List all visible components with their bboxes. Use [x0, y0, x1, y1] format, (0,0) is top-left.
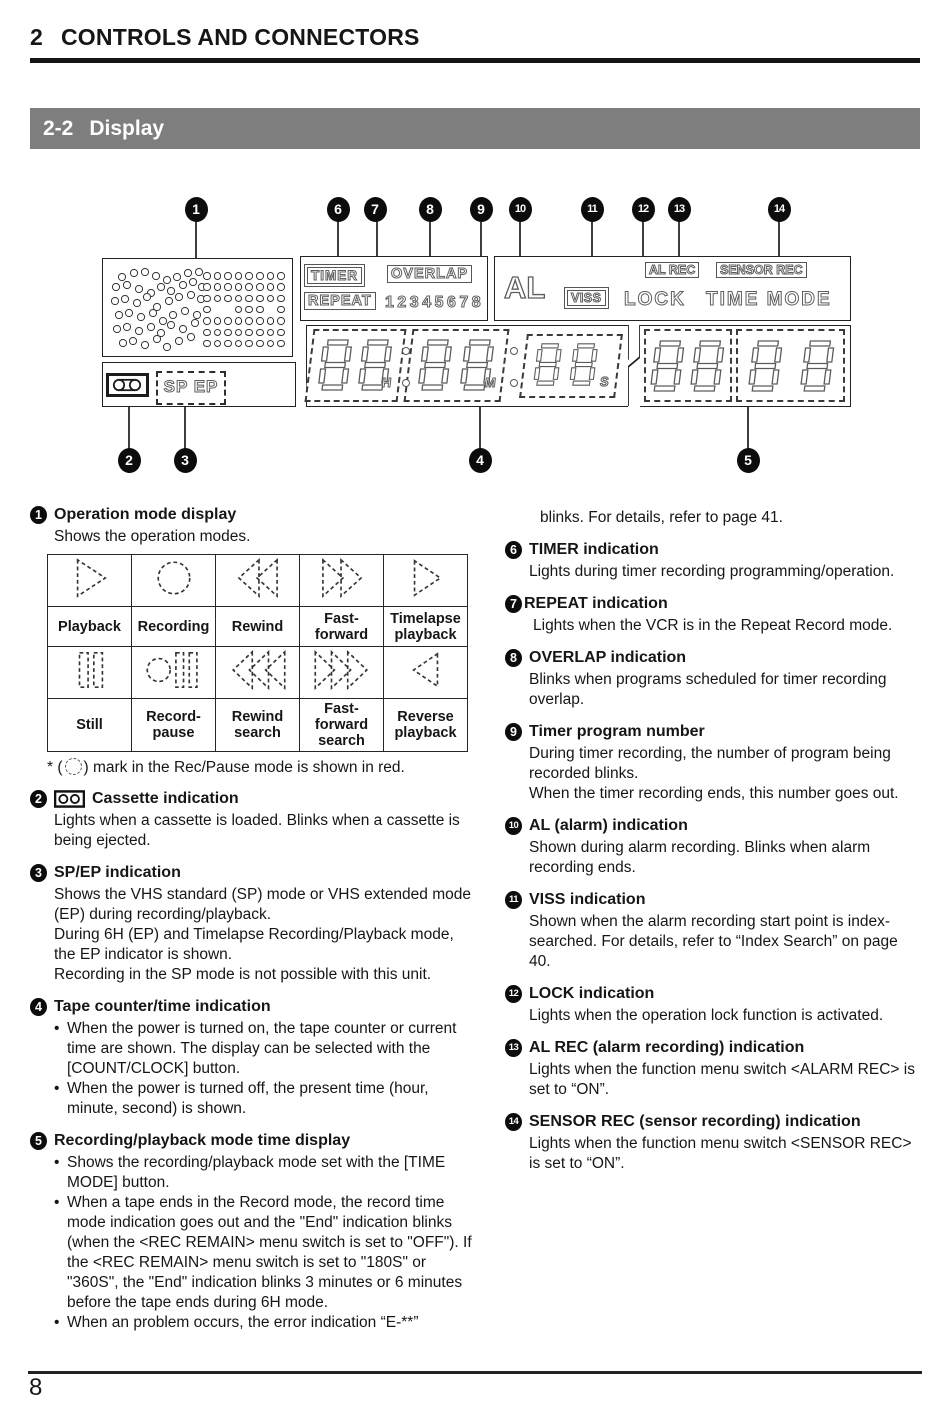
matrix-dot [135, 327, 143, 335]
record-pause-icon [132, 647, 216, 699]
matrix-dot [235, 283, 243, 291]
matrix-dot [277, 306, 285, 314]
matrix-dot [167, 321, 175, 329]
mode-time-digits-2 [736, 329, 845, 402]
fast-forward-search-icon [300, 647, 384, 699]
diagram-callout-3: 3 [174, 448, 197, 473]
item-text: Blinks when programs scheduled for timer recording overlap. [529, 671, 887, 708]
matrix-dot [137, 313, 145, 321]
seconds-digits [519, 334, 623, 398]
callout-ref-6: 6 [505, 541, 522, 559]
op-mode-label: Recording [132, 607, 216, 647]
diagram-callout-6: 6 [327, 197, 350, 222]
matrix-dot [147, 323, 155, 331]
item-text: Lights when the function menu switch <ALARM REC> is set to “ON”. [529, 1061, 915, 1098]
matrix-dot [123, 323, 131, 331]
item-al-rec [505, 1039, 920, 1100]
op-mode-label: Playback [48, 607, 132, 647]
matrix-dot [224, 272, 232, 280]
item-title: LOCK indication [529, 985, 655, 1002]
matrix-dot [267, 283, 275, 291]
diagram-callout-9: 9 [470, 197, 493, 222]
diagram-callout-10: 10 [509, 197, 532, 222]
colon-dot [402, 347, 410, 355]
item-repeat [505, 595, 920, 636]
item-text: Shown during alarm recording. Blinks when alarm recording ends. [529, 839, 871, 876]
callout-ref-9: 9 [505, 723, 522, 741]
item-sensor-rec [505, 1113, 920, 1174]
matrix-dot [256, 340, 264, 348]
page-number: 8 [29, 1374, 43, 1401]
matrix-dot [187, 333, 195, 341]
matrix-dot [214, 283, 222, 291]
item-text: Lights when the function menu switch <SENSOR REC> is set to “ON”. [529, 1135, 912, 1172]
al-indicator: AL [504, 270, 546, 305]
item-text: • When the power is turned off, the present time (hour, minute, second) is shown. [54, 1079, 473, 1119]
matrix-dot [256, 272, 264, 280]
matrix-dot [189, 278, 197, 286]
diagram-callout-1: 1 [185, 197, 208, 222]
matrix-dot [187, 291, 195, 299]
callout-ref-7: 7 [505, 595, 522, 613]
playback-icon [48, 555, 132, 607]
matrix-dot [130, 269, 138, 277]
page-title [30, 24, 920, 51]
matrix-dot [173, 273, 181, 281]
matrix-dot [277, 272, 285, 280]
item-title: SENSOR REC (sensor recording) indication [529, 1113, 861, 1130]
colon-dot [510, 347, 518, 355]
op-mode-label: Rewind [216, 607, 300, 647]
item-title: REPEAT indication [524, 595, 668, 612]
minute-unit-label: M [483, 375, 497, 390]
matrix-dot [163, 276, 171, 284]
item-lock [505, 985, 920, 1026]
seven-segment-digit [689, 340, 726, 397]
matrix-dot [224, 317, 232, 325]
matrix-dot [224, 295, 232, 303]
footer-rule [28, 1371, 922, 1374]
matrix-dot [256, 306, 264, 314]
matrix-dot [165, 297, 173, 305]
matrix-dot [203, 329, 211, 337]
callout-ref-2: 2 [30, 790, 47, 808]
matrix-dot [267, 329, 275, 337]
callout-ref-13: 13 [505, 1039, 522, 1057]
matrix-dot [277, 283, 285, 291]
diagram-callout-13: 13 [668, 197, 691, 222]
op-mode-label: Record-pause [132, 699, 216, 752]
matrix-dot [123, 281, 131, 289]
op-mode-label: Rewind search [216, 699, 300, 752]
matrix-dot [214, 329, 222, 337]
operation-mode-table [47, 554, 473, 752]
timelapse-playback-icon [384, 555, 468, 607]
op-mode-label: Still [48, 699, 132, 752]
sensor-rec-indicator: SENSOR REC [716, 262, 807, 278]
matrix-dot [224, 283, 232, 291]
item-text: Shows the VHS standard (SP) mode or VHS extended mode (EP) during recording/playback. [54, 886, 471, 923]
item-overlap [505, 649, 920, 710]
item-text: Lights when the VCR is in the Repeat Record mode. [533, 617, 893, 634]
al-rec-indicator: AL REC [645, 262, 699, 278]
callout-ref-8: 8 [505, 649, 522, 667]
diagram-callout-12: 12 [632, 197, 655, 222]
item-title: Recording/playback mode time display [54, 1132, 351, 1149]
item-tape-counter [30, 998, 473, 1119]
item-text: • Shows the recording/playback mode set with the [TIME MODE] button. [54, 1153, 473, 1193]
item-title: Cassette indication [92, 790, 239, 807]
item-timer [505, 541, 920, 582]
timer-indicator: TIMER [304, 264, 365, 287]
section-title: Display [89, 117, 165, 140]
matrix-dot [203, 306, 211, 314]
matrix-dot [224, 340, 232, 348]
item-al [505, 817, 920, 878]
matrix-dot [184, 269, 192, 277]
matrix-dot [203, 272, 211, 280]
item-title: TIMER indication [529, 541, 659, 558]
matrix-dot [203, 317, 211, 325]
matrix-dot [175, 337, 183, 345]
item-text: Lights when a cassette is loaded. Blinks when a cassette is being ejected. [54, 812, 460, 849]
seven-segment-digit [532, 343, 563, 391]
matrix-dot [245, 317, 253, 325]
diagram-callout-5: 5 [737, 448, 760, 473]
matrix-dot [163, 343, 171, 351]
matrix-dot [277, 317, 285, 325]
seven-segment-digit [799, 340, 836, 397]
matrix-dot [267, 272, 275, 280]
matrix-dot [129, 337, 137, 345]
diagram-callout-11: 11 [581, 197, 604, 222]
callout-ref-10: 10 [505, 817, 522, 835]
matrix-dot [149, 309, 157, 317]
item-operation-mode [30, 506, 473, 777]
matrix-dot [169, 311, 177, 319]
seven-segment-digit [316, 339, 353, 396]
matrix-dot [167, 287, 175, 295]
matrix-dot [256, 329, 264, 337]
time-mode-indicator: TIME MODE [706, 289, 832, 310]
section-number: 2-2 [43, 117, 74, 140]
matrix-dot [157, 283, 165, 291]
matrix-dot [143, 293, 151, 301]
item-title: Tape counter/time indication [54, 998, 271, 1015]
rewind-icon [216, 555, 300, 607]
overlap-indicator: OVERLAP [387, 265, 472, 283]
lock-indicator: LOCK [624, 289, 686, 310]
item-text: During timer recording, the number of program being recorded blinks. [529, 745, 891, 782]
item-text: Recording in the SP mode is not possible with this unit. [54, 966, 432, 983]
item-text: When the timer recording ends, this number goes out. [529, 785, 899, 802]
display-diagram [30, 193, 920, 485]
minutes-digits [404, 329, 510, 402]
matrix-dot [115, 311, 123, 319]
matrix-dot [119, 339, 127, 347]
item-title: OVERLAP indication [529, 649, 687, 666]
matrix-dot [245, 272, 253, 280]
seven-segment-digit [416, 339, 453, 396]
matrix-dot [214, 317, 222, 325]
cassette-icon [54, 790, 85, 808]
matrix-dot [203, 340, 211, 348]
seven-segment-digit [568, 343, 599, 391]
item-title: SP/EP indication [54, 864, 181, 881]
matrix-dot [267, 295, 275, 303]
item-text: • When the power is turned on, the tape counter or current time are shown. The display can be selected with the [COUNT/CLOCK] button. [54, 1019, 473, 1079]
diagram-callout-2: 2 [118, 448, 141, 473]
diagram-callout-8: 8 [419, 197, 442, 222]
matrix-dot [277, 295, 285, 303]
matrix-dot [267, 317, 275, 325]
matrix-dot [133, 299, 141, 307]
repeat-indicator: REPEAT [304, 292, 376, 310]
matrix-dot [179, 281, 187, 289]
item-sp-ep [30, 864, 473, 985]
diagram-callout-4: 4 [469, 448, 492, 473]
callout-ref-3: 3 [30, 864, 47, 882]
matrix-dot [214, 272, 222, 280]
matrix-dot [179, 325, 187, 333]
fast-forward-icon [300, 555, 384, 607]
reverse-playback-icon [384, 647, 468, 699]
diagram-callout-14: 14 [768, 197, 791, 222]
op-mode-label: Fast-forward search [300, 699, 384, 752]
callout-ref-11: 11 [505, 891, 522, 909]
matrix-dot [191, 319, 199, 327]
item-viss [505, 891, 920, 972]
callout-ref-5: 5 [30, 1132, 47, 1150]
sp-ep-indicator: SP EP [156, 371, 226, 405]
still-icon [48, 647, 132, 699]
op-mode-label: Timelapse playback [384, 607, 468, 647]
viss-indicator: VISS [564, 287, 609, 309]
item-text: Shown when the alarm recording start point is index-searched. For details, refer to “Index Search” on page 40. [529, 913, 898, 970]
item-title: VISS indication [529, 891, 646, 908]
matrix-dot [277, 340, 285, 348]
seven-segment-digit [747, 340, 784, 397]
matrix-dot [195, 268, 203, 276]
program-number-indicator: 12345678 [385, 294, 485, 311]
matrix-dot [224, 329, 232, 337]
matrix-dot [256, 283, 264, 291]
matrix-dot [256, 295, 264, 303]
matrix-dot [153, 335, 161, 343]
callout-ref-12: 12 [505, 985, 522, 1003]
matrix-dot [245, 295, 253, 303]
matrix-dot [175, 293, 183, 301]
continuation-text: blinks. For details, refer to page 41. [540, 509, 783, 526]
left-column [30, 506, 473, 1333]
item-text: Lights when the operation lock function is activated. [529, 1007, 884, 1024]
matrix-dot [235, 317, 243, 325]
matrix-dot [113, 325, 121, 333]
matrix-dot [235, 272, 243, 280]
item-rec-mode-time [30, 1132, 473, 1333]
matrix-dot [245, 329, 253, 337]
item-text: During 6H (EP) and Timelapse Recording/Playback mode, the EP indicator is shown. [54, 926, 454, 963]
mode-time-digits-1 [644, 329, 732, 402]
matrix-dot [245, 283, 253, 291]
matrix-dot [141, 268, 149, 276]
operation-mode-table [47, 554, 468, 752]
item-title: Timer program number [529, 723, 705, 740]
matrix-dot [141, 341, 149, 349]
item-title: AL REC (alarm recording) indication [529, 1039, 805, 1056]
matrix-dot [203, 283, 211, 291]
chapter-title: CONTROLS AND CONNECTORS [61, 24, 420, 50]
diagram-callout-7: 7 [364, 197, 387, 222]
chapter-number: 2 [30, 24, 43, 50]
matrix-dot [193, 311, 201, 319]
matrix-dot [152, 272, 160, 280]
matrix-dot [277, 329, 285, 337]
table-footnote: * ( ) mark in the Rec/Pause mode is shown in red. [47, 759, 405, 776]
matrix-dot [214, 295, 222, 303]
header-rule [30, 58, 920, 63]
item-text: Lights during timer recording programming/operation. [529, 563, 895, 580]
matrix-dot [118, 273, 126, 281]
callout-ref-14: 14 [505, 1113, 522, 1131]
item-timer-program [505, 723, 920, 804]
hour-unit-label: H [380, 375, 393, 390]
matrix-dot [181, 307, 189, 315]
colon-dot [510, 379, 518, 387]
recording-icon [132, 555, 216, 607]
record-mark-icon [65, 758, 82, 775]
hours-digits [305, 329, 407, 402]
callout-ref-1: 1 [30, 506, 47, 524]
rewind-search-icon [216, 647, 300, 699]
matrix-dot [135, 285, 143, 293]
matrix-dot [125, 309, 133, 317]
op-mode-label: Reverse playback [384, 699, 468, 752]
item-text: • When a tape ends in the Record mode, the record time mode indication goes out and the "End" indication blinks (when the <REC REMAIN> menu switch is set to "OFF"). If the <REC REMAIN> menu switch is set to "180S" or "360S", the "End" indication blinks 3 minutes or 6 minutes before the tape ends during 6H mode. [54, 1193, 473, 1313]
item-title: Operation mode display [54, 506, 237, 523]
matrix-dot [159, 317, 167, 325]
cassette-icon [106, 373, 149, 397]
item-text: • When an problem occurs, the error indication “E-**” [54, 1313, 473, 1333]
item-title: AL (alarm) indication [529, 817, 688, 834]
seven-segment-digit [649, 340, 686, 397]
item-text: Shows the operation modes. [54, 528, 251, 545]
matrix-dot [256, 317, 264, 325]
matrix-dot [112, 283, 120, 291]
op-mode-label: Fast-forward [300, 607, 384, 647]
colon-dot [402, 379, 410, 387]
matrix-dot [203, 295, 211, 303]
right-column [505, 506, 920, 1333]
callout-ref-4: 4 [30, 998, 47, 1016]
section-bar [30, 108, 920, 149]
item-cassette [30, 790, 473, 851]
matrix-dot [111, 297, 119, 305]
matrix-dot [121, 295, 129, 303]
second-unit-label: S [599, 374, 610, 389]
